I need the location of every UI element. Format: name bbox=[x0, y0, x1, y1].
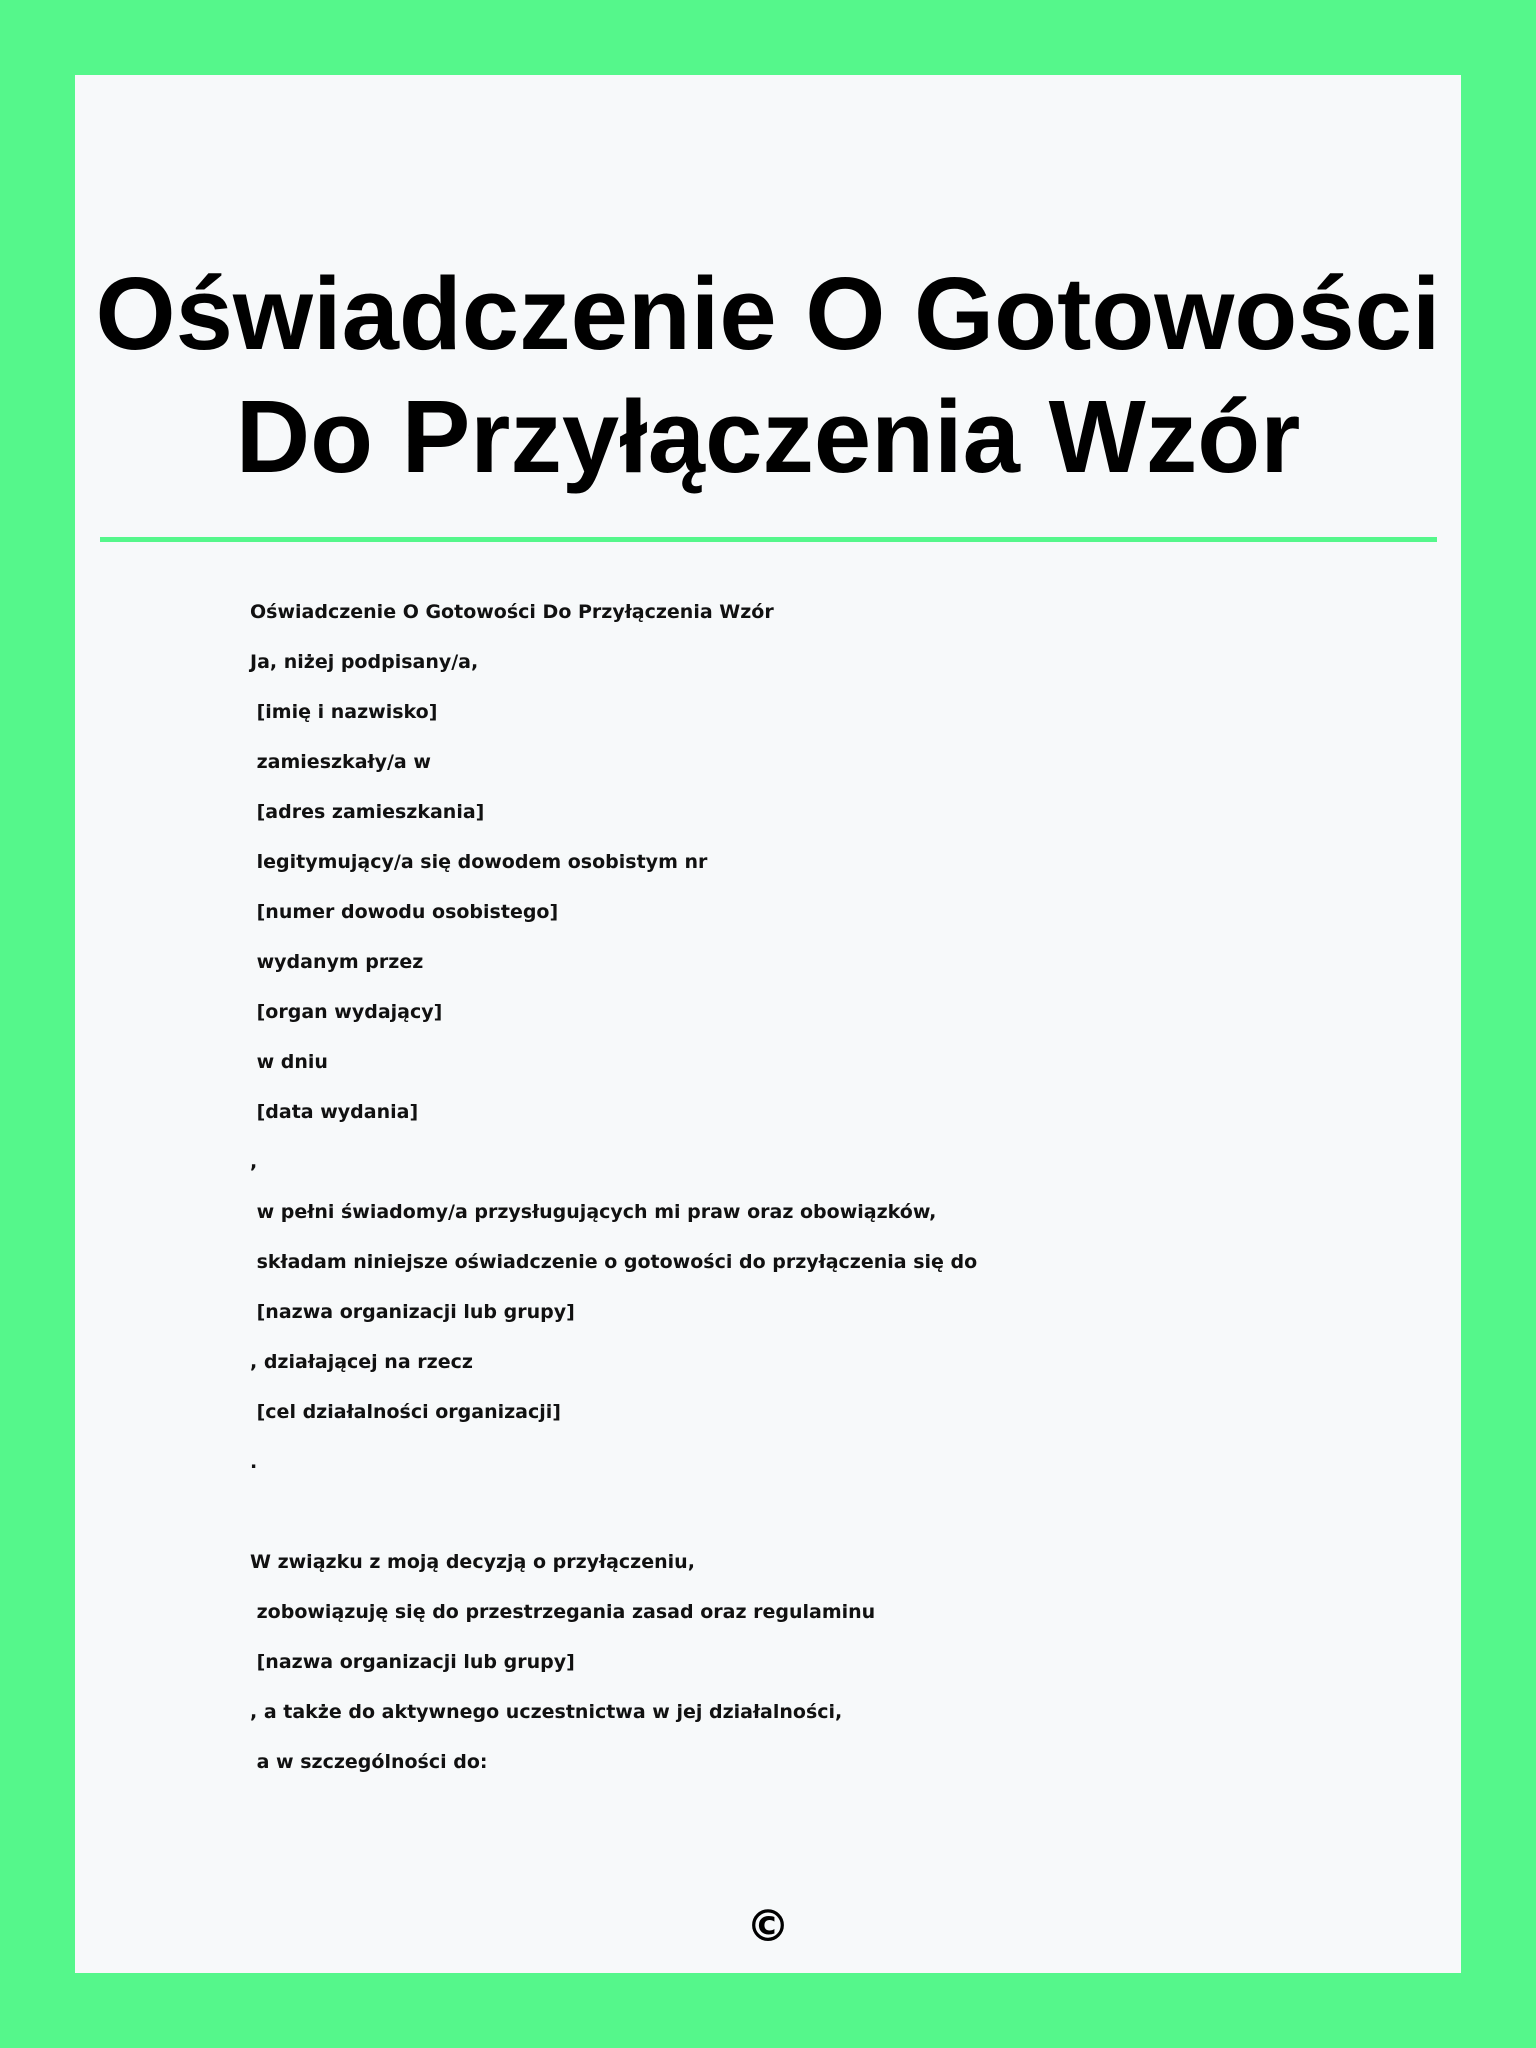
document-card bbox=[75, 75, 1461, 1973]
title-line-2: Do Przyłączenia Wzór bbox=[235, 379, 1301, 494]
body-line: legitymujący/a się dowodem osobistym nr bbox=[250, 851, 708, 873]
document-body bbox=[250, 587, 1350, 1787]
body-line: w pełni świadomy/a przysługujących mi praw oraz obowiązków, bbox=[250, 1201, 937, 1223]
body-line: składam niniejsze oświadczenie o gotowości do przyłączenia się do bbox=[250, 1251, 978, 1273]
copyright-icon: © bbox=[746, 1901, 790, 1952]
title-divider bbox=[100, 537, 1437, 542]
body-line-heading: Oświadczenie O Gotowości Do Przyłączenia Wzór bbox=[250, 601, 774, 623]
body-line: zamieszkały/a w bbox=[250, 751, 431, 773]
placeholder-id-number: [numer dowodu osobistego] bbox=[250, 901, 559, 923]
body-line: , bbox=[250, 1151, 258, 1173]
body-line: , działającej na rzecz bbox=[250, 1351, 473, 1373]
body-line: . bbox=[250, 1451, 258, 1473]
placeholder-issuing-authority: [organ wydający] bbox=[250, 1001, 443, 1023]
title-line-1: Oświadczenie O Gotowości bbox=[95, 256, 1441, 371]
body-line: w dniu bbox=[250, 1051, 328, 1073]
body-line: , a także do aktywnego uczestnictwa w jej działalności, bbox=[250, 1701, 843, 1723]
placeholder-organization: [nazwa organizacji lub grupy] bbox=[250, 1301, 575, 1323]
body-line: wydanym przez bbox=[250, 951, 424, 973]
placeholder-issue-date: [data wydania] bbox=[250, 1101, 419, 1123]
body-line: Ja, niżej podpisany/a, bbox=[250, 651, 479, 673]
placeholder-name: [imię i nazwisko] bbox=[250, 701, 438, 723]
body-line: W związku z moją decyzją o przyłączeniu, bbox=[250, 1551, 695, 1573]
body-line: zobowiązuję się do przestrzegania zasad oraz regulaminu bbox=[250, 1601, 876, 1623]
body-line: a w szczególności do: bbox=[250, 1751, 488, 1773]
placeholder-organization-purpose: [cel działalności organizacji] bbox=[250, 1401, 561, 1423]
blank-line bbox=[250, 1487, 1350, 1537]
placeholder-organization: [nazwa organizacji lub grupy] bbox=[250, 1651, 575, 1673]
page-title bbox=[75, 252, 1461, 498]
placeholder-address: [adres zamieszkania] bbox=[250, 801, 485, 823]
